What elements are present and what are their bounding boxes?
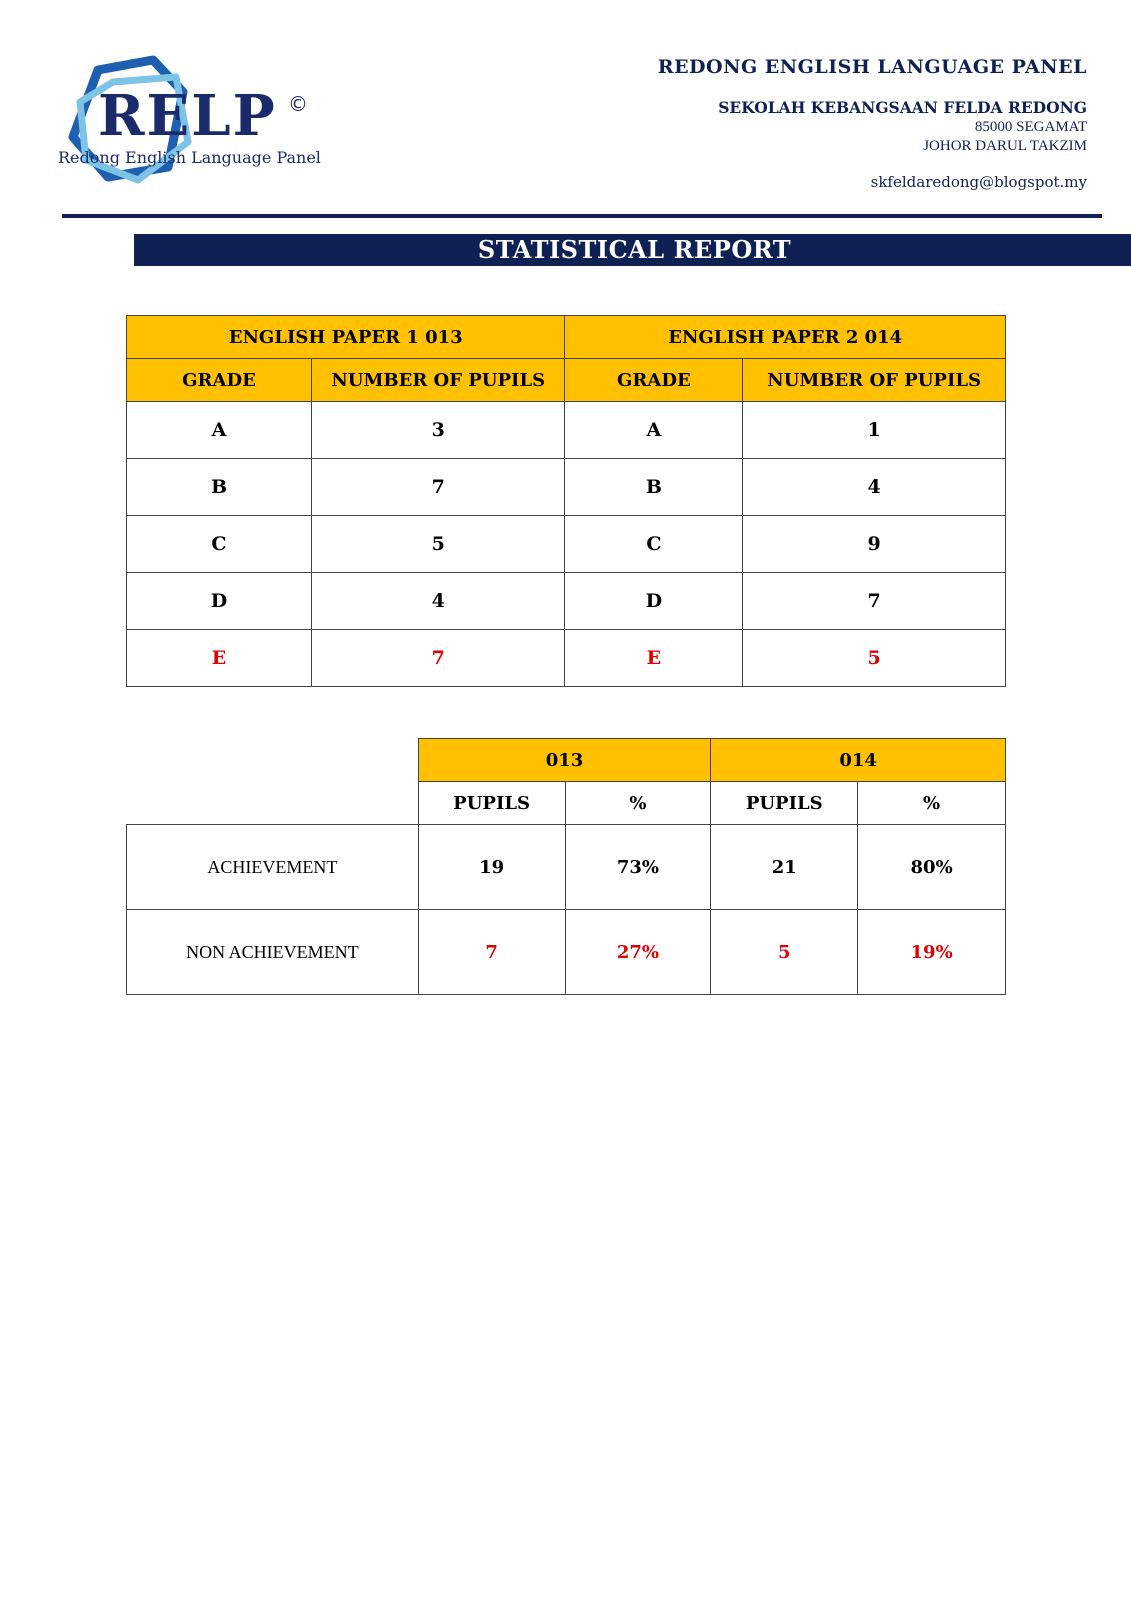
percent-014: 19% bbox=[858, 910, 1006, 995]
col-grade-1: GRADE bbox=[127, 359, 312, 402]
org-address-block bbox=[658, 56, 1087, 191]
achievement-row bbox=[127, 825, 1006, 910]
grades-table bbox=[126, 315, 1006, 687]
pupils-014: 21 bbox=[711, 825, 858, 910]
table-row bbox=[127, 516, 1006, 573]
table-row bbox=[127, 573, 1006, 630]
address-line-2: JOHOR DARUL TAKZIM bbox=[923, 138, 1087, 154]
col-pupils-013: PUPILS bbox=[418, 782, 565, 825]
grade-cell: D bbox=[565, 573, 743, 630]
logo-subtitle: Redong English Language Panel bbox=[58, 148, 321, 167]
col-pupils-014: PUPILS bbox=[711, 782, 858, 825]
count-cell: 4 bbox=[311, 573, 564, 630]
col-percent-013: % bbox=[565, 782, 711, 825]
row-label: NON ACHIEVEMENT bbox=[127, 910, 419, 995]
summary-table bbox=[126, 738, 1006, 995]
grade-cell: A bbox=[127, 402, 312, 459]
email-link[interactable]: skfeldaredong@blogspot.my bbox=[870, 173, 1087, 191]
table-row-fail bbox=[127, 630, 1006, 687]
grade-cell: B bbox=[565, 459, 743, 516]
percent-013: 27% bbox=[565, 910, 711, 995]
relp-logo bbox=[58, 52, 348, 187]
report-title-banner: STATISTICAL REPORT bbox=[134, 234, 1131, 266]
grade-cell: D bbox=[127, 573, 312, 630]
paper1-title: ENGLISH PAPER 1 013 bbox=[127, 316, 565, 359]
non-achievement-row bbox=[127, 910, 1006, 995]
code-014-header: 014 bbox=[711, 739, 1006, 782]
grade-cell: C bbox=[127, 516, 312, 573]
pupils-013: 7 bbox=[418, 910, 565, 995]
logo-wordmark: RELP bbox=[98, 83, 277, 149]
count-cell: 5 bbox=[743, 630, 1006, 687]
count-cell: 7 bbox=[311, 459, 564, 516]
grade-cell: B bbox=[127, 459, 312, 516]
count-cell: 5 bbox=[311, 516, 564, 573]
col-percent-014: % bbox=[858, 782, 1006, 825]
pupils-013: 19 bbox=[418, 825, 565, 910]
org-name: REDONG ENGLISH LANGUAGE PANEL bbox=[657, 56, 1087, 78]
header-divider bbox=[62, 214, 1102, 218]
count-cell: 4 bbox=[743, 459, 1006, 516]
address-line-1: 85000 SEGAMAT bbox=[974, 119, 1087, 135]
copyright-mark: © bbox=[288, 92, 308, 116]
table-row bbox=[127, 402, 1006, 459]
count-cell: 3 bbox=[311, 402, 564, 459]
empty-corner bbox=[127, 739, 419, 782]
paper2-title: ENGLISH PAPER 2 014 bbox=[565, 316, 1006, 359]
percent-013: 73% bbox=[565, 825, 711, 910]
school-name: SEKOLAH KEBANGSAAN FELDA REDONG bbox=[718, 98, 1087, 117]
grade-cell: C bbox=[565, 516, 743, 573]
count-cell: 1 bbox=[743, 402, 1006, 459]
empty-corner bbox=[127, 782, 419, 825]
col-grade-2: GRADE bbox=[565, 359, 743, 402]
grade-cell: E bbox=[565, 630, 743, 687]
percent-014: 80% bbox=[858, 825, 1006, 910]
count-cell: 9 bbox=[743, 516, 1006, 573]
pupils-014: 5 bbox=[711, 910, 858, 995]
grade-cell: A bbox=[565, 402, 743, 459]
row-label: ACHIEVEMENT bbox=[127, 825, 419, 910]
count-cell: 7 bbox=[743, 573, 1006, 630]
grade-cell: E bbox=[127, 630, 312, 687]
col-pupils-2: NUMBER OF PUPILS bbox=[743, 359, 1006, 402]
col-pupils-1: NUMBER OF PUPILS bbox=[311, 359, 564, 402]
table-row bbox=[127, 459, 1006, 516]
code-013-header: 013 bbox=[418, 739, 711, 782]
count-cell: 7 bbox=[311, 630, 564, 687]
